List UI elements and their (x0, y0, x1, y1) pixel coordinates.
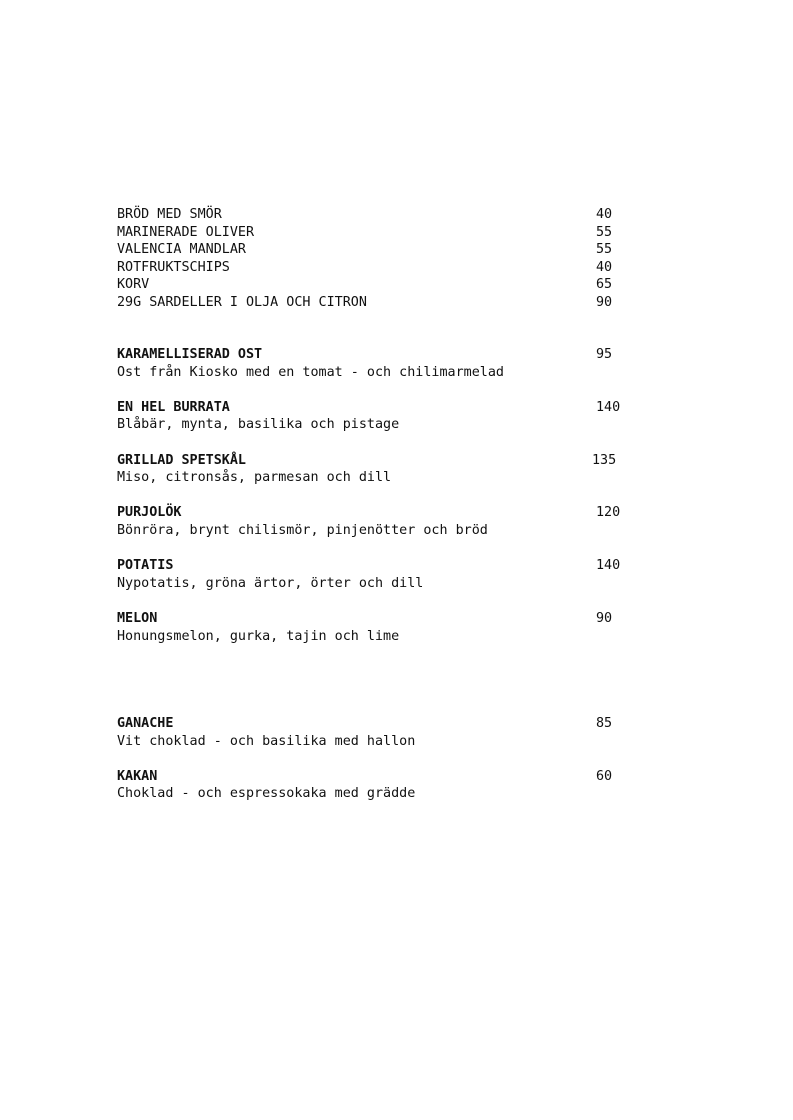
list-item (117, 241, 637, 259)
dish-description: Vit choklad - och basilika med hallon (117, 733, 416, 749)
item-name: VALENCIA MANDLAR (117, 242, 246, 258)
dish-item (117, 768, 637, 821)
item-name: KORV (117, 277, 150, 293)
dish-description: Honungsmelon, gurka, tajin och lime (117, 628, 400, 644)
item-price: 40 (596, 259, 613, 275)
desserts-list (117, 715, 637, 821)
list-item (117, 259, 637, 277)
item-name: 29G SARDELLER I OLJA OCH CITRON (117, 294, 367, 310)
item-price: 40 (596, 207, 613, 222)
item-price: 90 (596, 294, 613, 310)
item-name: BRÖD MED SMÖR (117, 207, 222, 222)
dish-price: 60 (596, 768, 613, 784)
dish-description: Ost från Kiosko med en tomat - och chilimarmelad (117, 364, 504, 380)
dish-title: KARAMELLISERAD OST (117, 347, 263, 362)
item-price: 65 (596, 277, 613, 293)
dish-description: Miso, citronsås, parmesan och dill (117, 470, 392, 486)
dish-price: 95 (596, 347, 613, 362)
dish-title: KAKAN (117, 768, 158, 784)
item-price: 55 (596, 224, 613, 240)
dish-title: EN HEL BURRATA (117, 399, 230, 415)
list-item (117, 206, 637, 224)
dish-item (117, 399, 637, 452)
dish-title: MELON (117, 610, 158, 626)
dish-item (117, 715, 637, 768)
dish-price: 140 (596, 558, 621, 574)
item-name: MARINERADE OLIVER (117, 224, 255, 240)
dish-title: PURJOLÖK (117, 505, 182, 521)
dish-title: POTATIS (117, 558, 174, 574)
dish-description: Choklad - och espressokaka med grädde (117, 786, 416, 802)
dish-price: 90 (596, 610, 613, 626)
snacks-list (117, 206, 637, 312)
dish-item (117, 557, 637, 610)
dish-item (117, 504, 637, 557)
dish-description: Bönröra, brynt chilismör, pinjenötter och bröd (117, 522, 488, 538)
dish-title: GANACHE (117, 716, 174, 731)
dish-price: 140 (596, 399, 621, 415)
dish-item (117, 610, 637, 663)
dish-item (117, 452, 637, 505)
dish-description: Nypotatis, gröna ärtor, örter och dill (117, 575, 424, 591)
dish-price: 85 (596, 716, 613, 731)
dish-title: GRILLAD SPETSKÅL (117, 452, 246, 468)
dish-description: Blåbär, mynta, basilika och pistage (117, 417, 400, 433)
list-item (117, 224, 637, 242)
mains-list (117, 346, 637, 663)
dish-item (117, 346, 637, 399)
list-item (117, 276, 637, 294)
dish-price: 120 (596, 505, 621, 521)
item-price: 55 (596, 242, 613, 258)
list-item (117, 294, 637, 312)
dish-price: 135 (592, 452, 617, 468)
item-name: ROTFRUKTSCHIPS (117, 259, 230, 275)
